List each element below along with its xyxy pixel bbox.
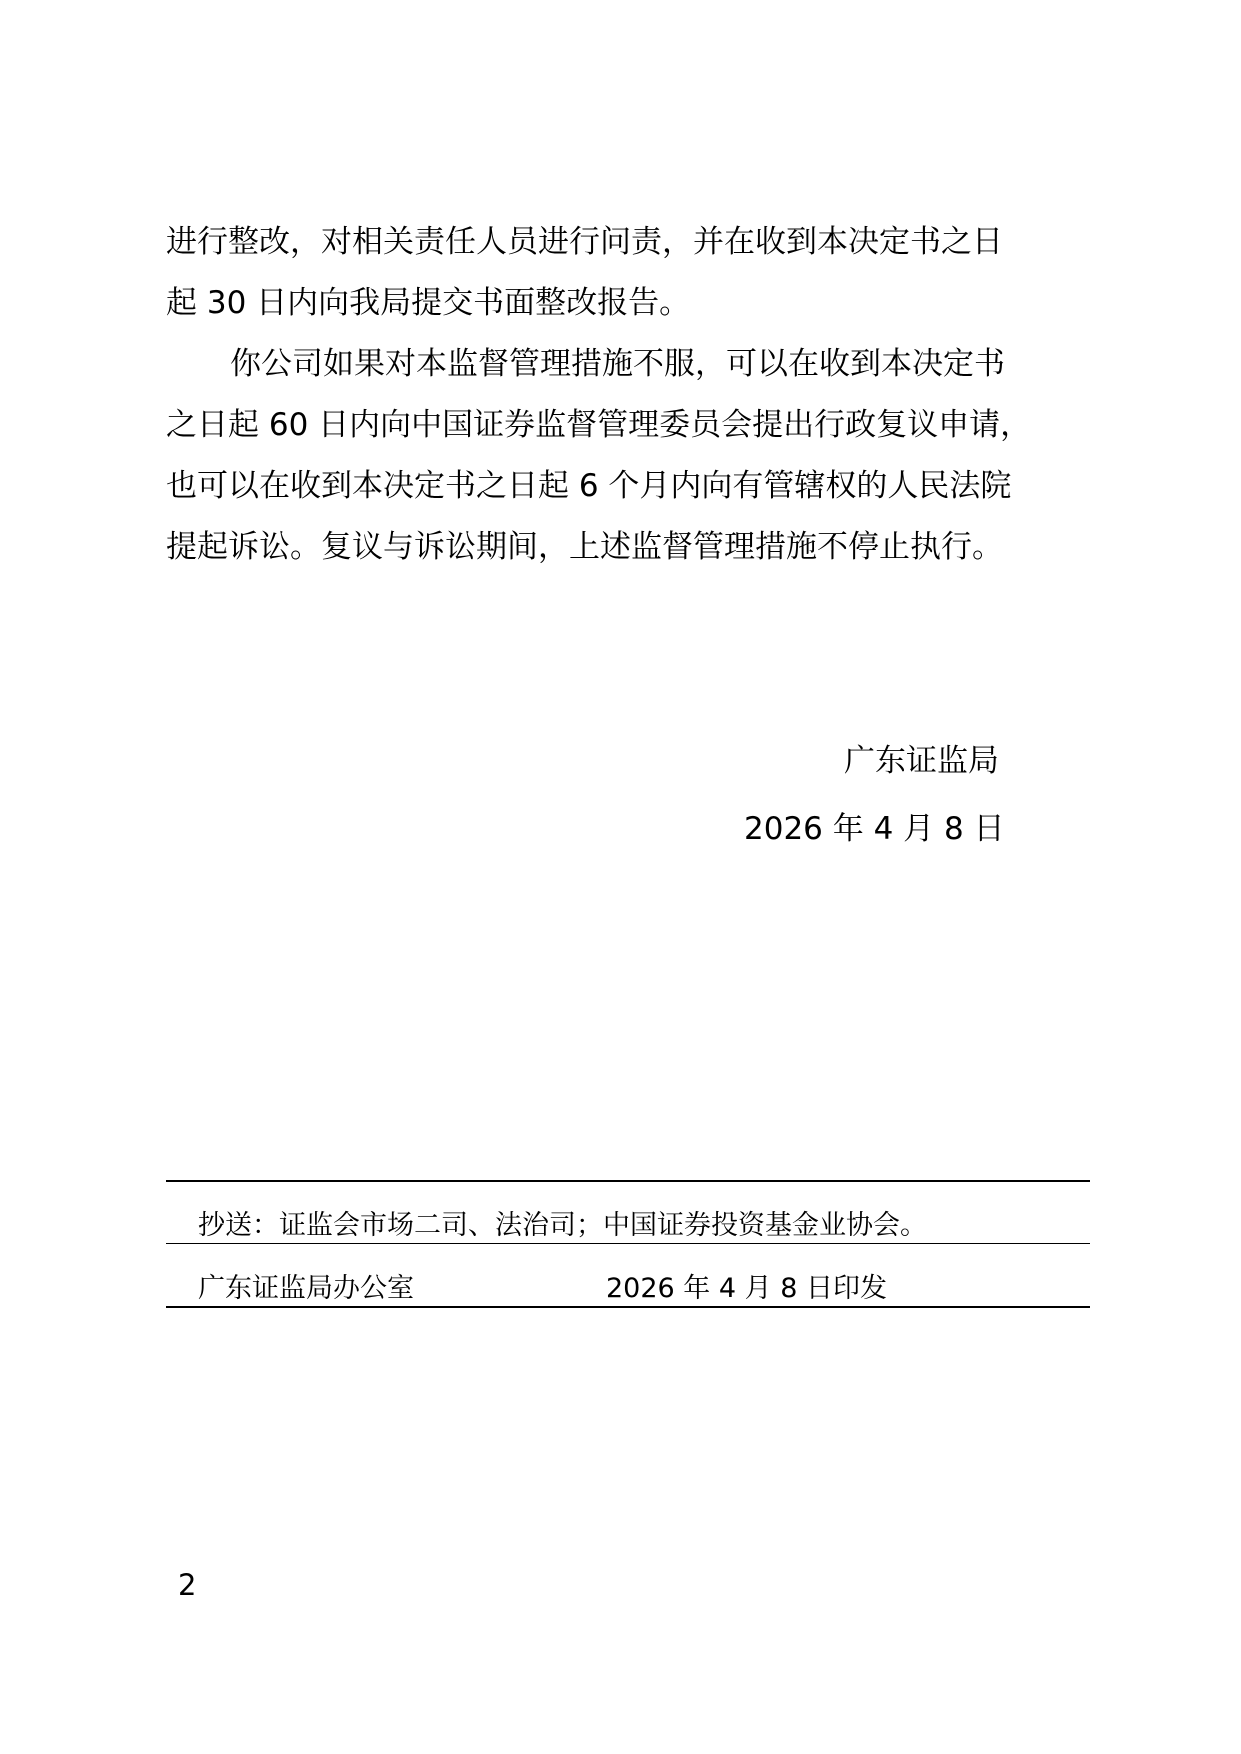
footer-bottom-rule — [166, 1306, 1090, 1308]
paragraph-2-line-4: 提起诉讼。复议与诉讼期间，上述监督管理措施不停止执行。 — [166, 529, 1003, 565]
footer-top-rule — [166, 1180, 1090, 1182]
page-number: 2 — [178, 1568, 197, 1602]
footer-middle-rule — [166, 1243, 1090, 1244]
cc-recipients: 抄送：证监会市场二司、法治司；中国证券投资基金业协会。 — [198, 1210, 927, 1241]
paragraph-1-line-2: 起 30 日内向我局提交书面整改报告。 — [166, 285, 691, 321]
issue-date: 2026 年 4 月 8 日印发 — [606, 1273, 887, 1304]
paragraph-2-line-1: 你公司如果对本监督管理措施不服，可以在收到本决定书 — [230, 346, 1005, 382]
signature-organization: 广东证监局 — [844, 743, 999, 779]
paragraph-2-line-2: 之日起 60 日内向中国证券监督管理委员会提出行政复议申请， — [166, 407, 1032, 443]
body-paragraphs — [166, 212, 1090, 578]
signature-date: 2026 年 4 月 8 日 — [744, 811, 1005, 847]
issuer-office: 广东证监局办公室 — [198, 1273, 414, 1304]
paragraph-1-line-1: 进行整改，对相关责任人员进行问责，并在收到本决定书之日 — [166, 224, 1003, 260]
paragraph-2-line-3: 也可以在收到本决定书之日起 6 个月内向有管辖权的人民法院 — [166, 468, 1012, 504]
